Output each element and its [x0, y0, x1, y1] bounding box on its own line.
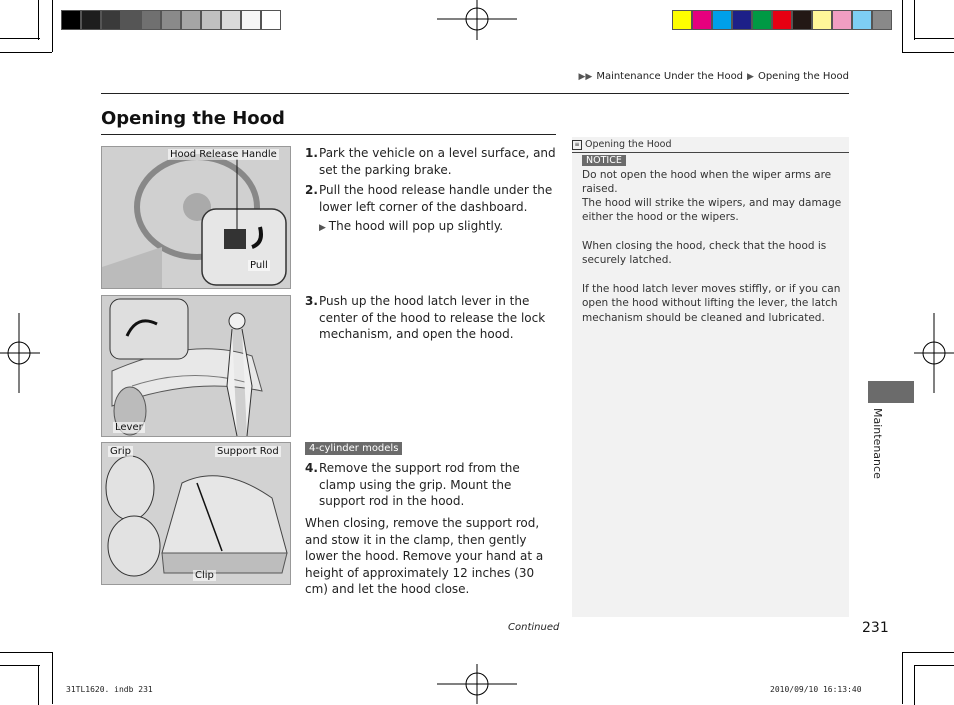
footer-file-info: 31TL1620. indb 231: [66, 685, 153, 694]
arrow-icon: ▶▶: [578, 71, 593, 82]
gray-swatch: [221, 10, 241, 30]
notice-text-1: Do not open the hood when the wiper arms are raised.: [582, 169, 832, 196]
notice-label: NOTICE: [582, 155, 626, 166]
color-swatch: [792, 10, 812, 30]
hood-release-handle-label: Hood Release Handle: [170, 149, 277, 160]
grip-label: Grip: [110, 446, 131, 457]
side-panel-rule: [572, 152, 849, 153]
gray-swatch: [141, 10, 161, 30]
figure-hood-release: [101, 146, 291, 289]
model-tag: 4-cylinder models: [305, 442, 402, 455]
step-4: 4. Remove the support rod from the clamp using the grip. Mount the support rod in the hood.: [305, 461, 520, 508]
reference-icon: ≡: [572, 140, 582, 150]
color-swatch: [672, 10, 692, 30]
note-lever: If the hood latch lever moves stiffly, or if you can open the hood without lifting the lever, the latch mechanism should be cleaned and lubricated.: [582, 283, 841, 324]
color-swatch: [712, 10, 732, 30]
registration-mark-bottom: [437, 664, 517, 704]
gray-swatch: [61, 10, 81, 30]
gray-swatch: [81, 10, 101, 30]
side-panel-heading: ≡ Opening the Hood: [572, 139, 672, 150]
color-swatch: [772, 10, 792, 30]
gray-swatch: [181, 10, 201, 30]
step-3: 3. Push up the hood latch lever in the center of the hood to release the lock mechanism, and open the hood.: [305, 294, 546, 341]
gray-swatch: [101, 10, 121, 30]
figure-hood-lever: [101, 295, 291, 437]
color-swatch: [752, 10, 772, 30]
breadcrumb-item-current[interactable]: Opening the Hood: [757, 71, 849, 82]
step-2-result: ▶ The hood will pop up slightly.: [319, 219, 504, 233]
registration-mark-left: [0, 313, 40, 393]
support-rod-illustration: [102, 443, 291, 585]
title-rule: [101, 134, 556, 135]
section-tab-label: Maintenance: [871, 408, 884, 479]
color-bar: [672, 10, 892, 30]
color-swatch: [852, 10, 872, 30]
page-title: Opening the Hood: [101, 108, 285, 129]
page-number: 231: [862, 620, 889, 636]
color-swatch: [832, 10, 852, 30]
clip-label: Clip: [195, 570, 214, 581]
notice-text-2: The hood will strike the wipers, and may damage either the hood or the wipers.: [582, 197, 842, 224]
closing-paragraph: When closing, remove the support rod, and stow it in the clamp, then gently lower the hood. Remove your hand at a height of approximately 12 inches (30 cm) and let the hood close.: [305, 516, 544, 596]
gray-swatch: [261, 10, 281, 30]
gray-swatch: [161, 10, 181, 30]
gray-swatch: [121, 10, 141, 30]
pull-label: Pull: [250, 260, 268, 271]
registration-mark-right: [914, 313, 954, 393]
gray-swatch: [241, 10, 261, 30]
registration-mark-top: [437, 0, 517, 40]
color-swatch: [692, 10, 712, 30]
breadcrumb: [578, 71, 849, 82]
hood-lever-illustration: [102, 296, 291, 437]
note-closing: When closing the hood, check that the hood is securely latched.: [582, 240, 827, 267]
breadcrumb-item-section[interactable]: Maintenance Under the Hood: [596, 71, 744, 82]
color-swatch: [732, 10, 752, 30]
step-2: 2. Pull the hood release handle under the lower left corner of the dashboard.: [305, 183, 553, 214]
support-rod-label: Support Rod: [217, 446, 279, 457]
header-rule: [101, 93, 849, 94]
color-swatch: [812, 10, 832, 30]
step-1: 1. Park the vehicle on a level surface, and set the parking brake.: [305, 146, 556, 177]
grayscale-bar: [61, 10, 281, 30]
arrow-icon: ▶: [747, 71, 754, 82]
lever-label: Lever: [115, 422, 143, 433]
section-tab[interactable]: [868, 381, 914, 403]
color-swatch: [872, 10, 892, 30]
gray-swatch: [201, 10, 221, 30]
arrow-icon: ▶: [319, 223, 329, 233]
footer-timestamp: 2010/09/10 16:13:40: [770, 685, 862, 694]
continued-label: Continued: [508, 622, 560, 633]
figure-support-rod: [101, 442, 291, 585]
